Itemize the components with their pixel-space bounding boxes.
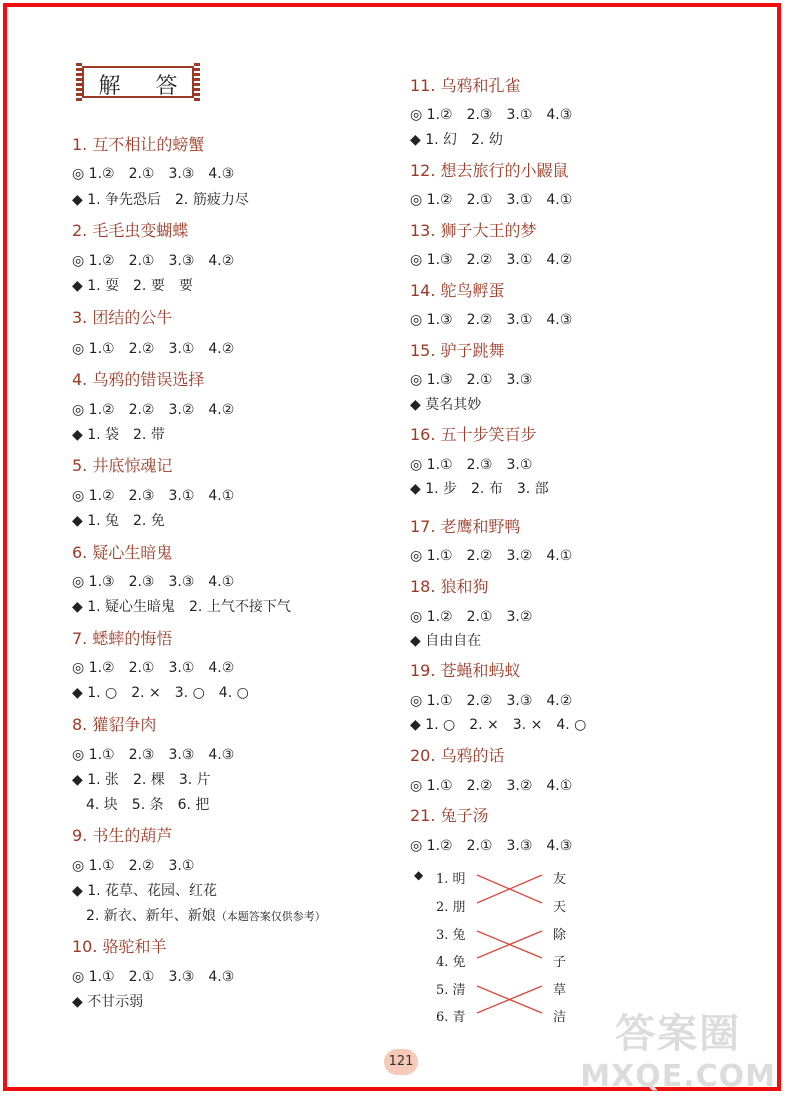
match-right-item: 洁 [553,1010,567,1025]
answer-line: ◆ 1. 耍 2. 要 要 [72,278,193,294]
section-title: 13. 狮子大王的梦 [410,221,537,240]
section-title: 11. 乌鸦和孔雀 [410,76,521,95]
answer-line: ◎ 1.① 2.② 3.② 4.① [410,548,573,564]
match-right-item: 子 [553,955,567,970]
answer-line: ◎ 1.③ 2.① 3.③ [410,372,533,388]
answer-line: ◎ 1.① 2.① 3.③ 4.③ [72,969,235,985]
answer-line: ◆ 1. 争先恐后 2. 筋疲力尽 [72,192,249,208]
match-right-item: 天 [553,900,567,915]
answer-line: ◆ 不甘示弱 [72,994,144,1010]
answer-line: ◆ 1. ○ 2. × 3. × 4. ○ [410,717,587,733]
answer-line: ◎ 1.① 2.② 3.① [72,858,195,874]
match-right-item: 友 [553,872,567,887]
match-left-item: 6. 青 [436,1010,466,1025]
answer-text: 2. 新衣、新年、新娘 [72,908,216,924]
answer-line: ◆ 自由自在 [410,633,482,649]
answer-line: ◎ 1.② 2.② 3.② 4.② [72,402,235,418]
section-title: 8. 獾貂争肉 [72,715,157,734]
answer-line: ◎ 1.③ 2.② 3.① 4.③ [410,312,573,328]
section-title: 9. 书生的葫芦 [72,826,173,845]
answer-line: ◆ 1. 袋 2. 带 [72,427,165,443]
section-title: 16. 五十步笑百步 [410,425,537,444]
answer-line: ◎ 1.③ 2.② 3.① 4.② [410,252,573,268]
answer-line: ◎ 1.② 2.③ 3.① 4.① [72,488,235,504]
match-right-item: 草 [553,983,567,998]
watermark-bottom: MXQE.COM [580,1059,776,1094]
answer-line: ◆ 莫名其妙 [410,397,482,413]
answer-line: ◎ 1.② 2.① 3.② [410,609,533,625]
answer-line: ◆ 1. ○ 2. × 3. ○ 4. ○ [72,685,249,701]
answer-line: 4. 块 5. 条 6. 把 [72,797,210,813]
answer-line: ◎ 1.③ 2.③ 3.③ 4.① [72,574,235,590]
answer-line: ◎ 1.② 2.③ 3.① 4.③ [410,107,573,123]
section-title: 21. 兔子汤 [410,806,489,825]
section-title: 5. 井底惊魂记 [72,456,173,475]
section-title: 1. 互不相让的螃蟹 [72,135,205,154]
section-title: 2. 毛毛虫变蝴蝶 [72,221,189,240]
section-title: 14. 鸵鸟孵蛋 [410,281,505,300]
watermark-top: 答案圈 [615,1011,742,1057]
answer-line [72,905,326,925]
answer-line: ◎ 1.② 2.① 3.③ 4.③ [410,838,573,854]
answer-line: ◎ 1.① 2.② 3.③ 4.② [410,693,573,709]
answer-note: （本题答案仅供参考） [215,910,326,923]
answer-line: ◎ 1.① 2.② 3.① 4.② [72,341,235,357]
answers-header-stamp [76,63,200,101]
watermark [580,1002,776,1094]
answer-line: ◎ 1.② 2.① 3.③ 4.③ [72,166,235,182]
match-left-item: 1. 明 [436,872,466,887]
answer-line: ◎ 1.② 2.① 3.① 4.① [410,192,573,208]
matching-bullet: ◆ [414,868,424,882]
match-left-item: 5. 清 [436,983,466,998]
section-title: 19. 苍蝇和蚂蚁 [410,661,521,680]
section-title: 15. 驴子跳舞 [410,341,505,360]
answer-line: ◆ 1. 张 2. 棵 3. 片 [72,772,211,788]
section-title: 7. 蟋蟀的悔悟 [72,629,173,648]
answer-line: ◆ 1. 步 2. 布 3. 部 [410,481,549,497]
answer-line: ◎ 1.② 2.① 3.① 4.② [72,660,235,676]
answers-header-title: 解 答 [98,74,192,99]
answer-line: ◎ 1.① 2.③ 3.③ 4.③ [72,747,235,763]
section-title: 17. 老鹰和野鸭 [410,517,521,536]
section-title: 20. 乌鸦的话 [410,746,505,765]
answer-line: ◆ 1. 疑心生暗鬼 2. 上气不接下气 [72,599,291,615]
match-left-item: 2. 朋 [436,900,466,915]
section-title: 12. 想去旅行的小鼹鼠 [410,161,569,180]
section-title: 3. 团结的公牛 [72,308,173,327]
answer-line: ◆ 1. 兔 2. 免 [72,513,165,529]
answer-line: ◎ 1.① 2.② 3.② 4.① [410,778,573,794]
answer-line: ◎ 1.① 2.③ 3.① [410,457,533,473]
page-number: 121 [384,1049,418,1075]
section-title: 6. 疑心生暗鬼 [72,543,173,562]
match-right-item: 除 [553,928,567,943]
section-title: 4. 乌鸦的错误选择 [72,370,205,389]
match-left-item: 3. 兔 [436,928,466,943]
section-title: 18. 狼和狗 [410,577,489,596]
answer-line: ◆ 1. 幻 2. 幼 [410,132,503,148]
match-left-item: 4. 免 [436,955,466,970]
section-title: 10. 骆驼和羊 [72,937,167,956]
answer-line: ◆ 1. 花草、花园、红花 [72,883,218,899]
answer-line: ◎ 1.② 2.① 3.③ 4.② [72,253,235,269]
